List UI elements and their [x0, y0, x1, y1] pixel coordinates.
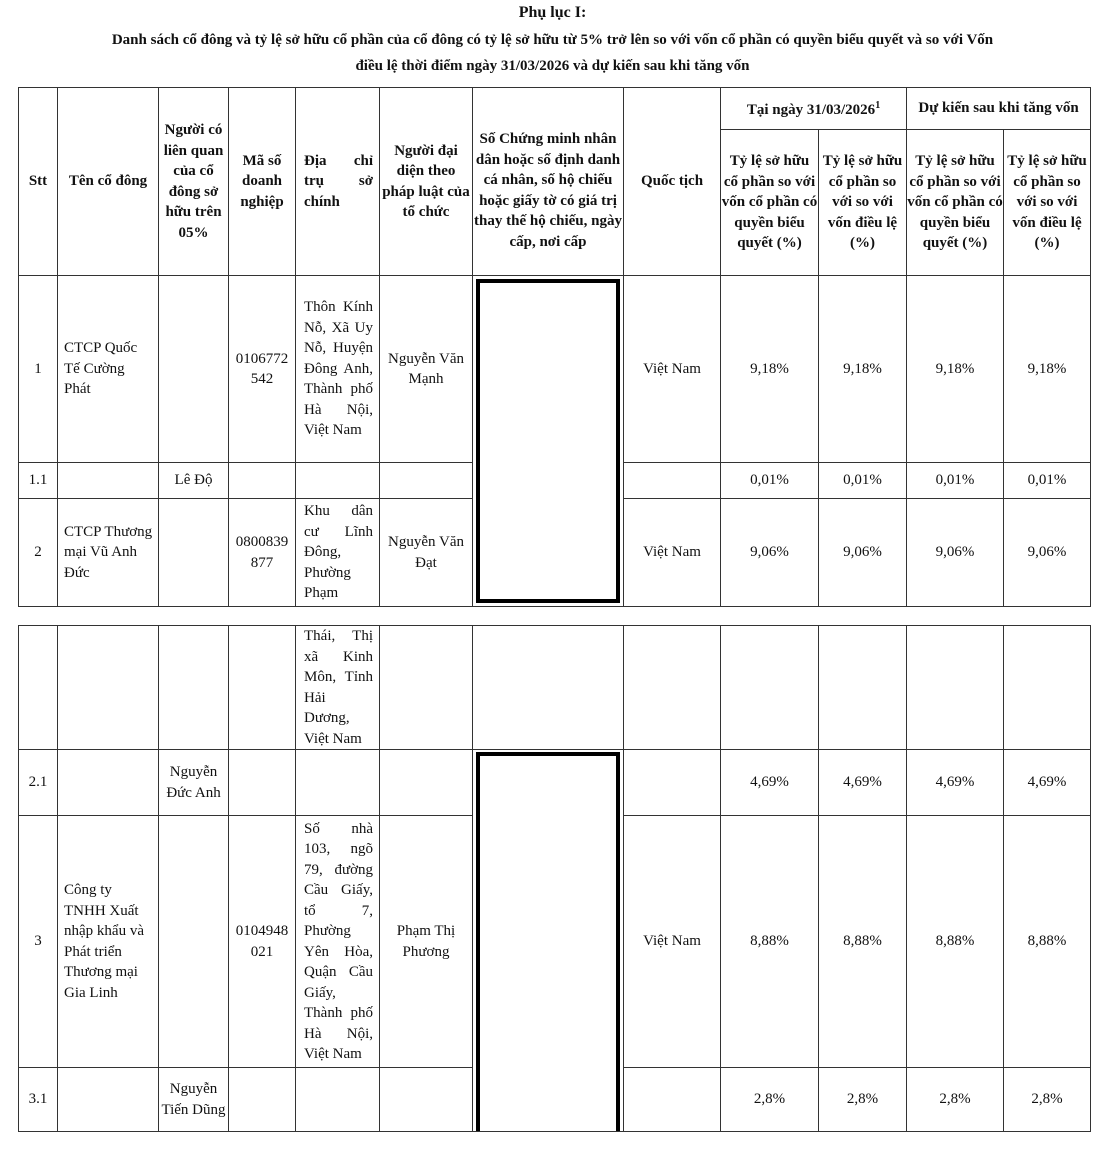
- cell-address: [296, 463, 380, 499]
- cell-legal-representative: Phạm Thị Phương: [380, 816, 473, 1068]
- header-current-voting-ratio: Tỷ lệ sở hữu cổ phần so với vốn cổ phần có quyền biểu quyết (%): [721, 130, 819, 276]
- footnote-marker: 1: [875, 100, 881, 112]
- cell-legal-representative: [380, 750, 473, 816]
- cell-related-person: [159, 626, 229, 750]
- cell-shareholder-name: CTCP Quốc Tế Cường Phát: [58, 276, 159, 463]
- header-address: Địa chỉ trụ sở chính: [296, 88, 380, 276]
- cell-legal-representative: Nguyễn Văn Đạt: [380, 499, 473, 607]
- cell-current-charter-ratio: 8,88%: [819, 816, 907, 1068]
- cell-future-voting-ratio: 2,8%: [907, 1068, 1004, 1132]
- redaction-box: [476, 752, 620, 1132]
- header-future-charter-ratio: Tỷ lệ sở hữu cổ phần so với so với vốn điều lệ (%): [1004, 130, 1091, 276]
- cell-future-charter-ratio: 2,8%: [1004, 1068, 1091, 1132]
- cell-stt: [19, 626, 58, 750]
- cell-future-charter-ratio: 9,06%: [1004, 499, 1091, 607]
- cell-shareholder-name: [58, 1068, 159, 1132]
- cell-current-charter-ratio: 9,18%: [819, 276, 907, 463]
- shareholder-table-part-2: [18, 625, 1091, 1132]
- cell-related-person: Lê Độ: [159, 463, 229, 499]
- cell-address: Thái, Thị xã Kinh Môn, Tỉnh Hải Dương, Việt Nam: [296, 626, 380, 750]
- appendix-title: Phụ lục I:: [518, 4, 587, 21]
- cell-future-charter-ratio: 4,69%: [1004, 750, 1091, 816]
- cell-current-charter-ratio: [819, 626, 907, 750]
- cell-legal-representative: [380, 1068, 473, 1132]
- cell-future-voting-ratio: 9,18%: [907, 276, 1004, 463]
- cell-nationality: [624, 1068, 721, 1132]
- cell-address: Khu dân cư Lĩnh Đông, Phường Phạm: [296, 499, 380, 607]
- cell-id-document: [473, 626, 624, 750]
- shareholder-table-part-1: [18, 87, 1091, 607]
- cell-future-charter-ratio: 0,01%: [1004, 463, 1091, 499]
- cell-tax-code: 0106772542: [229, 276, 296, 463]
- cell-current-charter-ratio: 0,01%: [819, 463, 907, 499]
- cell-tax-code: [229, 463, 296, 499]
- header-id-document: Số Chứng minh nhân dân hoặc số định danh cá nhân, số hộ chiếu hoặc giấy tờ có giá trị thay thế hộ chiếu, ngày cấp, nơi cấp: [473, 88, 624, 276]
- cell-shareholder-name: CTCP Thương mại Vũ Anh Đức: [58, 499, 159, 607]
- cell-future-charter-ratio: [1004, 626, 1091, 750]
- cell-legal-representative: [380, 626, 473, 750]
- cell-stt: 2: [19, 499, 58, 607]
- cell-stt: 1: [19, 276, 58, 463]
- cell-stt: 3.1: [19, 1068, 58, 1132]
- cell-legal-representative: [380, 463, 473, 499]
- cell-future-voting-ratio: 0,01%: [907, 463, 1004, 499]
- cell-nationality: [624, 750, 721, 816]
- cell-current-voting-ratio: 8,88%: [721, 816, 819, 1068]
- cell-address: [296, 750, 380, 816]
- cell-stt: 2.1: [19, 750, 58, 816]
- cell-address: [296, 1068, 380, 1132]
- cell-current-voting-ratio: 0,01%: [721, 463, 819, 499]
- redacted-id-block: [473, 276, 624, 607]
- cell-current-voting-ratio: 9,06%: [721, 499, 819, 607]
- cell-current-voting-ratio: 9,18%: [721, 276, 819, 463]
- header-group-current-label: Tại ngày 31/03/2026: [746, 102, 876, 119]
- cell-current-charter-ratio: 4,69%: [819, 750, 907, 816]
- header-tax-code: Mã số doanh nghiệp: [229, 88, 296, 276]
- cell-address: Thôn Kính Nỗ, Xã Uy Nỗ, Huyện Đông Anh, Thành phố Hà Nội, Việt Nam: [296, 276, 380, 463]
- header-future-voting-ratio: Tỷ lệ sở hữu cổ phần so với vốn cổ phần có quyền biểu quyết (%): [907, 130, 1004, 276]
- cell-future-charter-ratio: 8,88%: [1004, 816, 1091, 1068]
- cell-tax-code: [229, 750, 296, 816]
- header-group-future: Dự kiến sau khi tăng vốn: [907, 88, 1091, 130]
- cell-future-voting-ratio: [907, 626, 1004, 750]
- table-row: [19, 626, 1091, 750]
- cell-related-person: Nguyễn Đức Anh: [159, 750, 229, 816]
- cell-current-voting-ratio: 2,8%: [721, 1068, 819, 1132]
- cell-shareholder-name: [58, 463, 159, 499]
- cell-future-voting-ratio: 4,69%: [907, 750, 1004, 816]
- cell-tax-code: 0800839877: [229, 499, 296, 607]
- cell-current-voting-ratio: 4,69%: [721, 750, 819, 816]
- cell-tax-code: [229, 1068, 296, 1132]
- cell-current-voting-ratio: [721, 626, 819, 750]
- cell-tax-code: [229, 626, 296, 750]
- cell-nationality: Việt Nam: [624, 276, 721, 463]
- cell-future-charter-ratio: 9,18%: [1004, 276, 1091, 463]
- table-row: [19, 276, 1091, 463]
- cell-legal-representative: Nguyễn Văn Mạnh: [380, 276, 473, 463]
- cell-stt: 3: [19, 816, 58, 1068]
- cell-stt: 1.1: [19, 463, 58, 499]
- cell-address: Số nhà 103, ngõ 79, đường Cầu Giấy, tổ 7, Phường Yên Hòa, Quận Cầu Giấy, Thành phố Hà Nội, Việt Nam: [296, 816, 380, 1068]
- header-shareholder-name: Tên cổ đông: [58, 88, 159, 276]
- header-stt: Stt: [19, 88, 58, 276]
- cell-related-person: Nguyễn Tiến Dũng: [159, 1068, 229, 1132]
- cell-shareholder-name: [58, 750, 159, 816]
- cell-nationality: [624, 626, 721, 750]
- cell-current-charter-ratio: 2,8%: [819, 1068, 907, 1132]
- cell-shareholder-name: Công ty TNHH Xuất nhập khẩu và Phát triển Thương mại Gia Linh: [58, 816, 159, 1068]
- cell-future-voting-ratio: 9,06%: [907, 499, 1004, 607]
- appendix-subtitle-line-1: Danh sách cổ đông và tỷ lệ sở hữu cổ phần của cổ đông có tỷ lệ sở hữu từ 5% trở lên so với vốn cổ phần có quyền biểu quyết và so với Vốn: [111, 32, 994, 48]
- redacted-id-block: [473, 750, 624, 1132]
- cell-shareholder-name: [58, 626, 159, 750]
- table-row: [19, 750, 1091, 816]
- header-current-charter-ratio: Tỷ lệ sở hữu cổ phần so với so với vốn điều lệ (%): [819, 130, 907, 276]
- cell-nationality: Việt Nam: [624, 816, 721, 1068]
- header-related-person: Người có liên quan của cổ đông sở hữu trên 05%: [159, 88, 229, 276]
- cell-related-person: [159, 276, 229, 463]
- header-legal-representative: Người đại diện theo pháp luật của tổ chức: [380, 88, 473, 276]
- redaction-box: [476, 279, 620, 603]
- cell-nationality: [624, 463, 721, 499]
- cell-nationality: Việt Nam: [624, 499, 721, 607]
- header-group-current: [721, 88, 907, 130]
- cell-current-charter-ratio: 9,06%: [819, 499, 907, 607]
- appendix-subtitle-line-2: điều lệ thời điểm ngày 31/03/2026 và dự kiến sau khi tăng vốn: [355, 58, 750, 74]
- cell-related-person: [159, 816, 229, 1068]
- header-nationality: Quốc tịch: [624, 88, 721, 276]
- cell-related-person: [159, 499, 229, 607]
- cell-future-voting-ratio: 8,88%: [907, 816, 1004, 1068]
- cell-tax-code: 0104948021: [229, 816, 296, 1068]
